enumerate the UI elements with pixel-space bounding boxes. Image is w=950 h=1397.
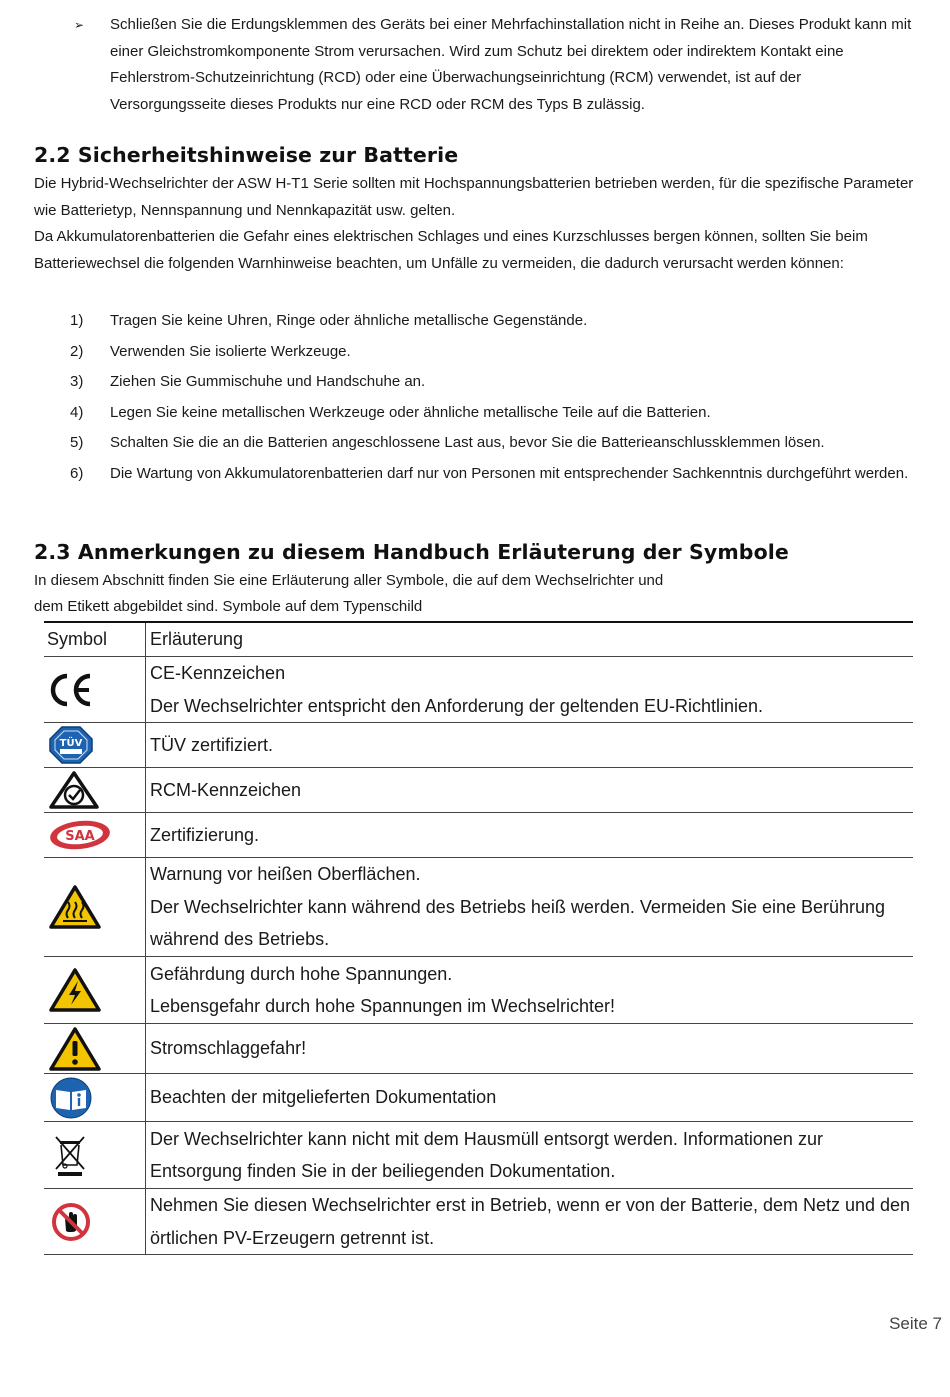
table-row: SAA Zertifizierung.: [44, 813, 913, 858]
ce-mark-icon: [44, 657, 146, 723]
table-row: RCM-Kennzeichen: [44, 768, 913, 813]
list-item: 3) Ziehen Sie Gummischuhe und Handschuhe an.: [70, 373, 426, 390]
table-row: CE-Kennzeichen Der Wechselrichter entspricht den Anforderung der geltenden EU-Richtlinien.: [44, 657, 913, 723]
list-item: 4) Legen Sie keine metallischen Werkzeuge oder ähnliche metallische Teile auf die Batterien.: [70, 403, 711, 421]
symbols-table: [44, 621, 913, 1255]
hot-surface-warning-icon: [44, 858, 146, 957]
list-item: 5) Schalten Sie die an die Batterien angeschlossene Last aus, bevor Sie die Batterieanschlussklemmen lösen.: [70, 434, 825, 451]
battery-warning-list: [70, 307, 920, 490]
page-number: Seite 7: [889, 1314, 942, 1333]
list-item: 6) Die Wartung von Akkumulatorenbatterien darf nur von Personen mit entsprechender Sachkenntnis durchgeführt werden.: [70, 464, 909, 482]
table-row: Beachten der mitgelieferten Dokumentation: [44, 1074, 913, 1122]
no-touch-icon: [44, 1189, 146, 1255]
weee-bin-icon: [44, 1122, 146, 1189]
section-2-2-para1: Die Hybrid-Wechselrichter der ASW H-T1 Serie sollten mit Hochspannungsbatterien betrieben werden, für die spezifische Parameter wie Batterietyp, Nennspannung und Nennkapazität usw. gelten.: [34, 175, 914, 219]
svg-text:SAA: SAA: [65, 829, 95, 844]
table-header-row: [44, 622, 913, 657]
saa-icon: [44, 813, 146, 858]
column-header-symbol: Symbol: [44, 622, 146, 657]
table-row: Nehmen Sie diesen Wechselrichter erst in Betrieb, wenn er von der Batterie, dem Netz und den örtlichen PV-Erzeugern getrennt ist.: [44, 1189, 913, 1255]
table-row: Gefährdung durch hohe Spannungen. Lebensgefahr durch hohe Spannungen im Wechselrichter!: [44, 957, 913, 1024]
bullet-text: Schließen Sie die Erdungsklemmen des Geräts bei einer Mehrfachinstallation nicht in Reihe an. Dieses Produkt kann mit einer Gleichstromkomponente Strom verursachen. Wird zum Schutz bei direktem oder indirektem Kontakt eine Fehlerstrom-Schutzeinrichtung (RCD) oder eine Überwachungseinrichtung (RCM) verwendet, ist auf der Versorgungsseite dieses Produkts nur eine RCD oder RCM des Typs B zulässig.: [110, 16, 912, 113]
table-row: Warnung vor heißen Oberflächen. Der Wechselrichter kann während des Betriebs heiß werden. Vermeiden Sie eine Berührung während des Betriebs.: [44, 858, 913, 957]
list-item: 2) Verwenden Sie isolierte Werkzeuge.: [70, 342, 351, 360]
rcm-icon: [44, 768, 146, 813]
list-item: 1) Tragen Sie keine Uhren, Ringe oder ähnliche metallische Gegenstände.: [70, 312, 588, 329]
section-2-2-heading: 2.2 Sicherheitshinweise zur Batterie: [34, 143, 459, 167]
table-row: Der Wechselrichter kann nicht mit dem Hausmüll entsorgt werden. Informationen zur Entsorgung finden Sie in der beiliegenden Dokumentation.: [44, 1122, 913, 1189]
bullet-paragraph: [74, 12, 914, 118]
high-voltage-warning-icon: [44, 957, 146, 1024]
section-2-3-heading: 2.3 Anmerkungen zu diesem Handbuch Erläuterung der Symbole: [34, 540, 789, 564]
svg-text:TÜV: TÜV: [59, 738, 83, 749]
arrow-bullet-icon: ➢: [74, 18, 85, 32]
table-row: Stromschlaggefahr!: [44, 1024, 913, 1074]
section-2-2-para2: Da Akkumulatorenbatterien die Gefahr eines elektrischen Schlages und eines Kurzschlusses bergen können, sollten Sie beim Batteriewechsel die folgenden Warnhinweise beachten, um Unfälle zu vermeiden, die dadurch verursacht werden können:: [34, 228, 868, 272]
section-2-3-intro-line1: In diesem Abschnitt finden Sie eine Erläuterung aller Symbole, die auf dem Wechselrichter und: [34, 572, 664, 589]
column-header-description: Erläuterung: [146, 622, 914, 657]
general-warning-icon: [44, 1024, 146, 1074]
read-manual-icon: [44, 1074, 146, 1122]
tuv-icon: [44, 723, 146, 768]
section-2-3-intro-line2: dem Etikett abgebildet sind. Symbole auf dem Typenschild: [34, 598, 423, 615]
table-row: TÜV TÜV zertifiziert.: [44, 723, 913, 768]
